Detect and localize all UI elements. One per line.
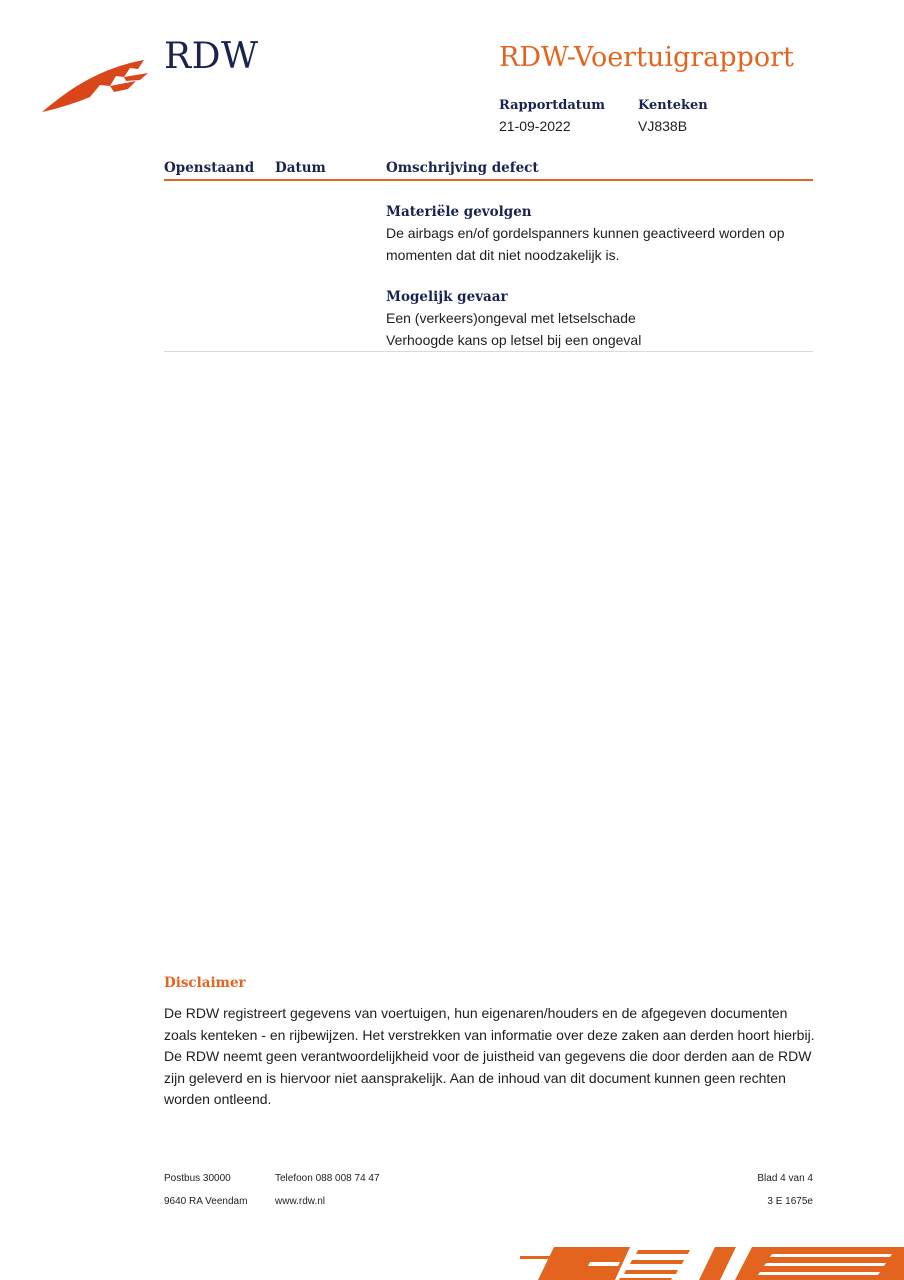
orange-stripes-graphic-icon (520, 1244, 904, 1280)
section-line: Een (verkeers)ongeval met letselschade (386, 310, 636, 326)
defect-section-mogelijk-gevaar (386, 287, 806, 351)
disclaimer-title: Disclaimer (164, 975, 246, 991)
column-header-openstaand: Openstaand (164, 160, 255, 176)
section-line: Verhoogde kans op letsel bij een ongeval (386, 332, 642, 348)
rdw-wing-logo-icon (40, 55, 150, 115)
disclaimer-text: De RDW registreert gegevens van voertuigen, hun eigenaren/houders en de afgegeven documenten zoals kenteken - en rijbewijzen. Het verstrekken van informatie over deze zaken aan derden hoort hierbij. De RDW neemt geen verantwoordelijkheid voor de juistheid van gegevens die door derden aan de RDW zijn geleverd en is hiervoor niet aansprakelijk. Aan de inhoud van dit document kunnen geen rechten worden ontleend. (164, 1005, 815, 1107)
column-header-omschrijving: Omschrijving defect (386, 160, 539, 176)
section-heading: Materiële gevolgen (386, 204, 532, 220)
footer-postbus: Postbus 30000 (164, 1173, 231, 1184)
report-date-label: Rapportdatum (499, 98, 605, 113)
column-header-datum: Datum (275, 160, 326, 176)
logo-text: RDW (164, 36, 259, 77)
footer-document-code: 3 E 1675e (767, 1196, 813, 1207)
section-line: De airbags en/of gordelspanners kunnen geactiveerd worden op (386, 225, 785, 241)
report-title: RDW-Voertuigrapport (499, 42, 794, 73)
footer-phone: Telefoon 088 008 74 47 (275, 1173, 380, 1184)
footer-address: 9640 RA Veendam (164, 1196, 248, 1207)
section-line: momenten dat dit niet noodzakelijk is. (386, 247, 620, 263)
footer-page-number: Blad 4 van 4 (757, 1173, 813, 1184)
defect-section-materiele-gevolgen (386, 202, 806, 266)
footer-website: www.rdw.nl (275, 1196, 326, 1207)
table-header-divider (164, 179, 813, 181)
table-row-divider (164, 351, 813, 352)
section-heading: Mogelijk gevaar (386, 289, 508, 305)
plate-label: Kenteken (638, 98, 708, 113)
report-date-value: 21-09-2022 (499, 118, 571, 134)
plate-value: VJ838B (638, 118, 688, 134)
